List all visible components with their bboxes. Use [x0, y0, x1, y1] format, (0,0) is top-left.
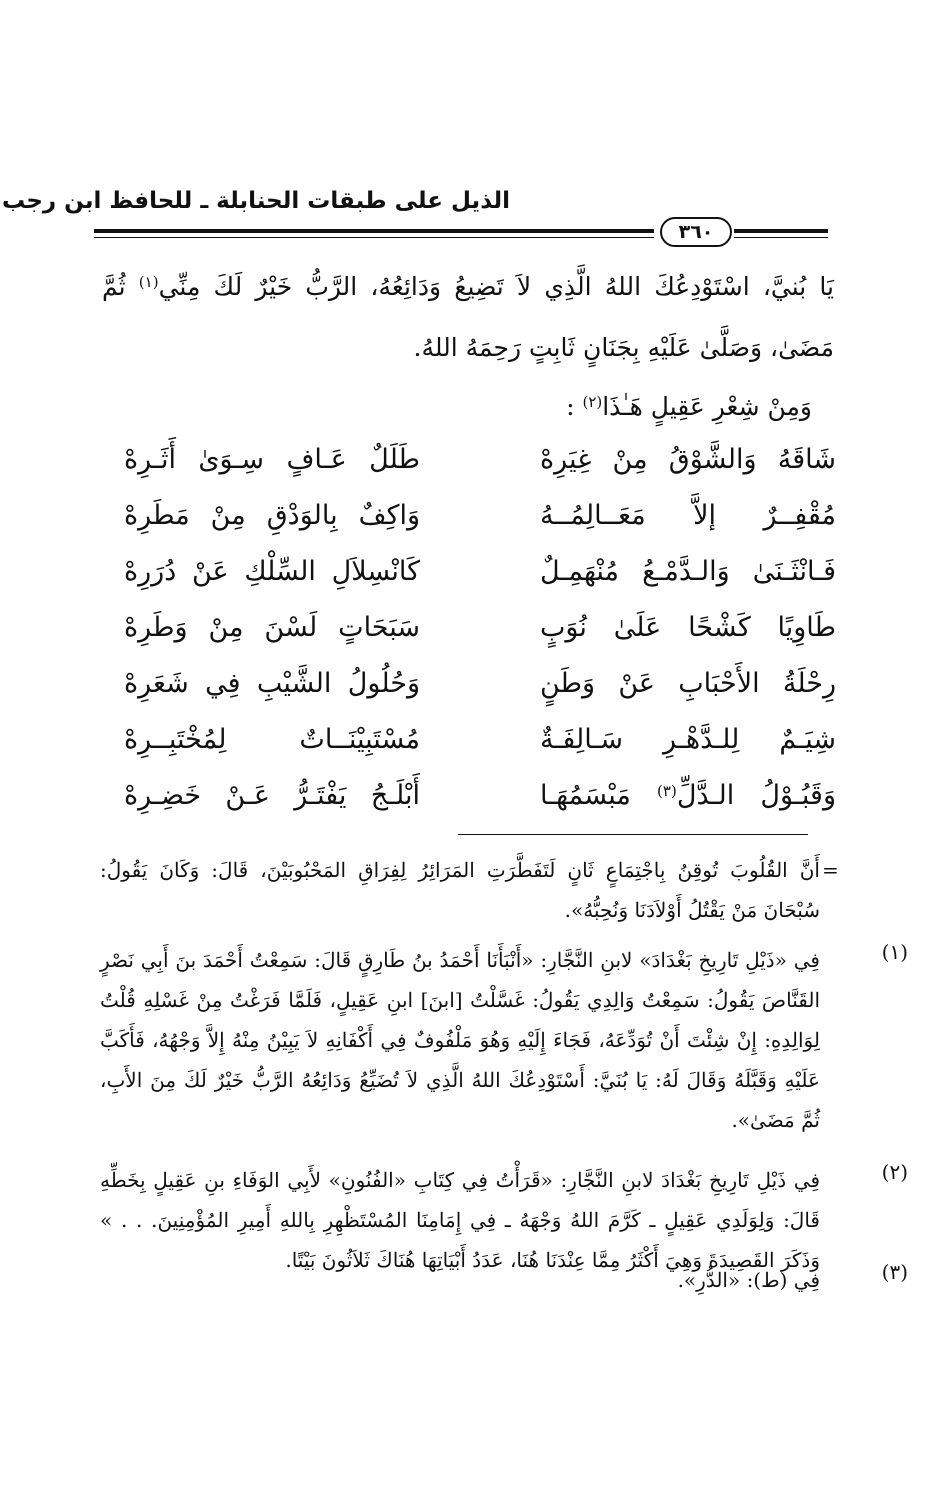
verse	[96, 500, 836, 556]
hemistich-first: فَـانْثَـنَىٰ وَالـدَّمْـعُ مُنْهَمِـلٌ	[540, 556, 836, 587]
footnote-ref: (١)	[138, 273, 159, 291]
footnote-text: فِي «ذَيْلِ تَارِيخِ بَغْدَادَ» لابنِ النَّجَّارِ: «أَنْبَأَنَا أَحْمَدُ بنُ طَارِقٍ قَالَ: سَمِعْتُ أَحْمَدَ بنَ أَبِي نَصْرٍ القَنَّاصَ يَقُولُ: سَمِعْتُ وَالِدِي يَقُولُ: غَسَّلْتُ [ابنَ] ابنِ عَقِيلٍ، فَلَمَّا فَرَغْتُ مِنْ غَسْلِهِ قُلْتُ لِوَالِدِهِ: إِنْ شِئْتَ أَنْ تُوَدِّعَهُ، فَجَاءَ إِلَيْهِ وَهُوَ مَلْفُوفٌ فِي أَكْفَانِهِ لاَ يَبِيْنُ مِنْهُ إِلاَّ وَجْهُهُ، فَأَكَبَّ عَلَيْهِ وَقَبَّلَهُ وَقَالَ لَهُ: يَا بُنَيَّ: أَسْتَوْدِعُكَ اللهُ الَّذِي لاَ تُضَيِّعُ وَدَائِعُهُ الرَّبُّ خَيْرٌ لَكَ مِنَ الأَبِ، ثُمَّ مَضَىٰ».	[100, 948, 820, 1132]
body-line: يَا بُنيَّ، اسْتَوْدِعُكَ اللهُ الَّذِي لاَ تَضِيعُ وَدَائِعُهُ، الرَّبُّ خَيْرٌ لَكَ مِنِّي$^{(١)}$ ثُمَّ	[102, 272, 834, 301]
footnote-continuation: أَنَّ القُلُوبَ تُوقِنُ بِاجْتِمَاعٍ ثَانٍ لَتَفَطَّرَتِ المَرَائِرُ لِفِرَاقِ المَحْبُوبَيْنَ، قَالَ: وَكَانَ يَقُولُ: سُبْحَانَ مَنْ يَقْتُلُ أَوْلاَدَنَا وَنُحِبُّهُ».	[100, 858, 820, 922]
footnote-number: (١)	[881, 940, 908, 964]
hemistich-second: سَبَحَاتٍ لَسْنَ مِنْ وَطَرِهْ	[124, 612, 420, 643]
footnote-text: فِي (ط): «الدُّرِ».	[677, 1268, 820, 1292]
footnote-separator	[458, 834, 808, 835]
footnote-text: فِي ذَيْلِ تَارِيخِ بَغْدَادَ لابنِ النَّجَّارِ: «قَرَأْتُ فِي كِتَابِ «الفُنُونِ» لأَبِي الوَفَاءِ بنِ عَقِيلٍ بِخَطِّهِ قَالَ: وَلِوَلَدِي عَقِيلٍ ـ كَرَّمَ اللهُ وَجْهَهُ ـ فِي إِمَامِنَا المُسْتَظْهِرِ بِاللهِ أَمِيرِ المُؤْمِنِينَ. . . » وَذَكَرَ القَصِيدَةَ وَهِيَ أَكْثَرُ مِمَّا عِنْدَنَا هُنَا، عَدَدُ أَبْيَاتِهَا هُنَاكَ ثَلاَثُونَ بَيْتًا.	[100, 1168, 821, 1272]
hemistich-second: وَحُلُولُ الشَّيْبِ فِي شَعَرِهْ	[124, 668, 420, 699]
running-title: الذيل على طبقات الحنابلة ـ للحافظ ابن رجب	[1, 188, 510, 214]
footnote-number: (٢)	[881, 1160, 908, 1184]
hemistich-first: شَاقَهُ وَالشَّوْقُ مِنْ غِيَرِهْ	[540, 444, 836, 475]
hemistich-second: وَاكِفٌ بِالوَدْقِ مِنْ مَطَرِهْ	[124, 500, 420, 531]
hemistich-first: مُقْفِــرٌ إلاَّ مَعَــالِمُــهُ	[540, 500, 836, 531]
footnote-number: (٣)	[881, 1260, 908, 1284]
continuation-mark: =	[822, 858, 839, 882]
footnote-ref: (٣)	[657, 782, 677, 800]
hemistich-second: مُسْتَبِيْنَــاتٌ لِمُخْتَبِــرِهْ	[124, 724, 420, 755]
verse	[96, 444, 836, 500]
body-line: مَضَىٰ، وَصَلَّىٰ عَلَيْهِ بِجَنَانٍ ثَابِتٍ رَحِمَهُ اللهُ.	[413, 333, 834, 362]
verse	[96, 556, 836, 612]
verse	[96, 668, 836, 724]
header-rule	[94, 229, 654, 238]
hemistich-first: وَقَبُـوْلُ الـدَّلِّ$^{(٣)}$ مَبْسَمُهَـا	[540, 780, 836, 811]
hemistich-first: رِحْلَةُ الأَحْبَابِ عَنْ وَطَنٍ	[540, 668, 836, 699]
verse	[96, 780, 836, 836]
verse	[96, 612, 836, 668]
page-number: ٣٦٠	[660, 217, 732, 247]
footnote-ref: (٢)	[582, 393, 603, 411]
verse	[96, 724, 836, 780]
hemistich-second: أَبْلَـجُ يَفْتَـرُّ عَـنْ خَضِـرِهْ	[124, 780, 420, 811]
poem	[96, 444, 836, 836]
header-rule-short	[734, 229, 828, 238]
hemistich-first: شِيَـمٌ لِلـدَّهْـرِ سَـالِفَـةٌ	[540, 724, 836, 755]
hemistich-second: كَانْسِلاَلِ السِّلْكِ عَنْ دُرَرِهْ	[124, 556, 420, 587]
body-line: وَمِنْ شِعْرِ عَقِيلٍ هَـٰذَا$^{(٢)}$ :	[566, 392, 812, 421]
hemistich-second: طَلَلٌ عَـافٍ سِـوَىٰ أَثَـرِهْ	[124, 444, 420, 475]
hemistich-first: طَاوِيًا كَشْحًا عَلَىٰ نُوَبٍ	[540, 612, 836, 643]
